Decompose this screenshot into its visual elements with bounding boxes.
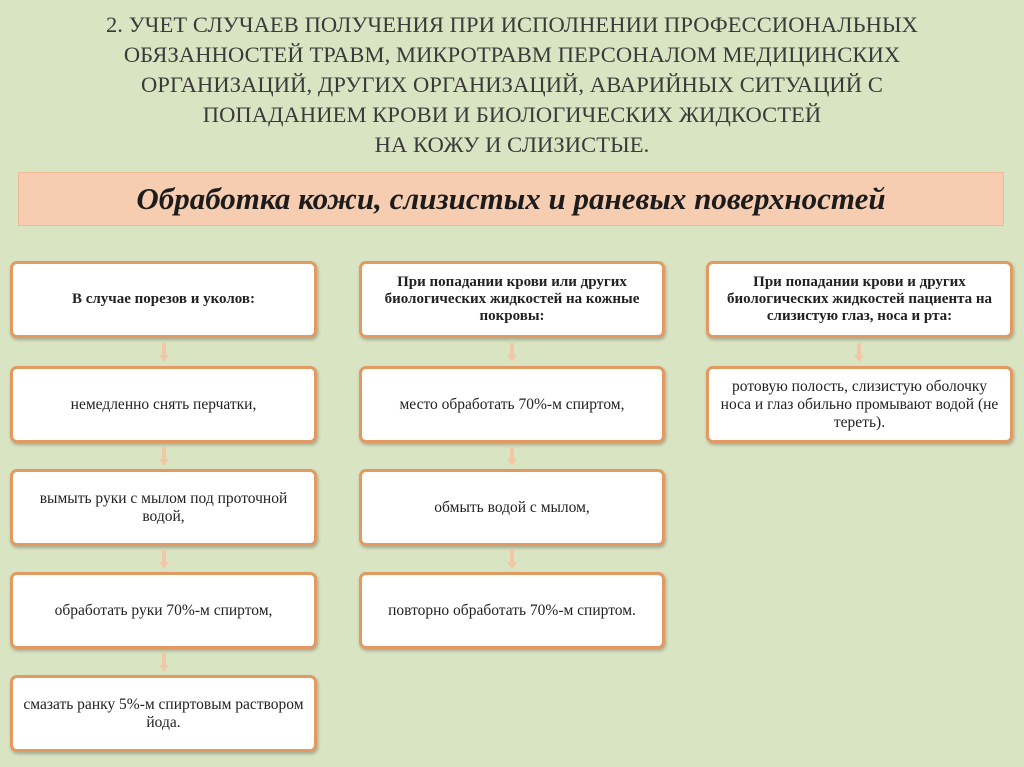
step-text: место обработать 70%-м спиртом, [399, 395, 625, 413]
step-text: смазать ранку 5%-м спиртовым раствором йода. [23, 695, 304, 731]
column-1-step-1 [10, 366, 317, 443]
title-line: ПОПАДАНИЕМ КРОВИ И БИОЛОГИЧЕСКИХ ЖИДКОСТЕЙ [202, 102, 822, 127]
column-3-step-1 [706, 366, 1013, 443]
flow-arrow [507, 447, 517, 466]
column-2-step-2 [359, 469, 665, 546]
step-text: ротовую полость, слизистую оболочку носа и глаз обильно промывают водой (не тереть). [720, 377, 999, 431]
column-1-header [10, 261, 317, 338]
title-line: ОРГАНИЗАЦИЙ, ДРУГИХ ОРГАНИЗАЦИЙ, АВАРИЙНЫХ СИТУАЦИЙ С [141, 72, 883, 97]
slide-title [30, 10, 994, 160]
flow-arrow [159, 343, 169, 362]
column-1-step-4 [10, 675, 317, 752]
section-banner [18, 172, 1004, 226]
flow-arrow [159, 447, 169, 466]
flow-arrow [159, 653, 169, 672]
step-text: повторно обработать 70%-м спиртом. [388, 601, 636, 619]
column-3-header [706, 261, 1013, 338]
column-2-step-3 [359, 572, 665, 649]
flow-arrow [507, 343, 517, 362]
column-3-header-text: При попадании крови и других биологических жидкостей пациента на слизистую глаз, носа и рта: [726, 274, 993, 324]
title-line: НА КОЖУ И СЛИЗИСТЫЕ. [374, 132, 650, 157]
step-text: немедленно снять перчатки, [70, 395, 257, 413]
title-line: 2. УЧЕТ СЛУЧАЕВ ПОЛУЧЕНИЯ ПРИ ИСПОЛНЕНИИ ПРОФЕССИОНАЛЬНЫХ [105, 12, 919, 37]
flow-arrow [159, 550, 169, 569]
flow-arrow [507, 550, 517, 569]
step-text: вымыть руки с мылом под проточной водой, [39, 489, 288, 525]
flow-arrow [854, 343, 864, 362]
column-2-header-text: При попадании крови или других биологических жидкостей на кожные покровы: [384, 274, 640, 324]
column-2-header [359, 261, 665, 338]
column-1-step-3 [10, 572, 317, 649]
column-1-header-text: В случае порезов и уколов: [71, 291, 256, 307]
step-text: обмыть водой с мылом, [434, 498, 590, 516]
section-banner-text: Обработка кожи, слизистых и раневых поверхностей [136, 181, 886, 216]
step-text: обработать руки 70%-м спиртом, [54, 601, 273, 619]
column-1-step-2 [10, 469, 317, 546]
title-line: ОБЯЗАННОСТЕЙ ТРАВМ, МИКРОТРАВМ ПЕРСОНАЛОМ МЕДИЦИНСКИХ [123, 42, 901, 67]
column-2-step-1 [359, 366, 665, 443]
